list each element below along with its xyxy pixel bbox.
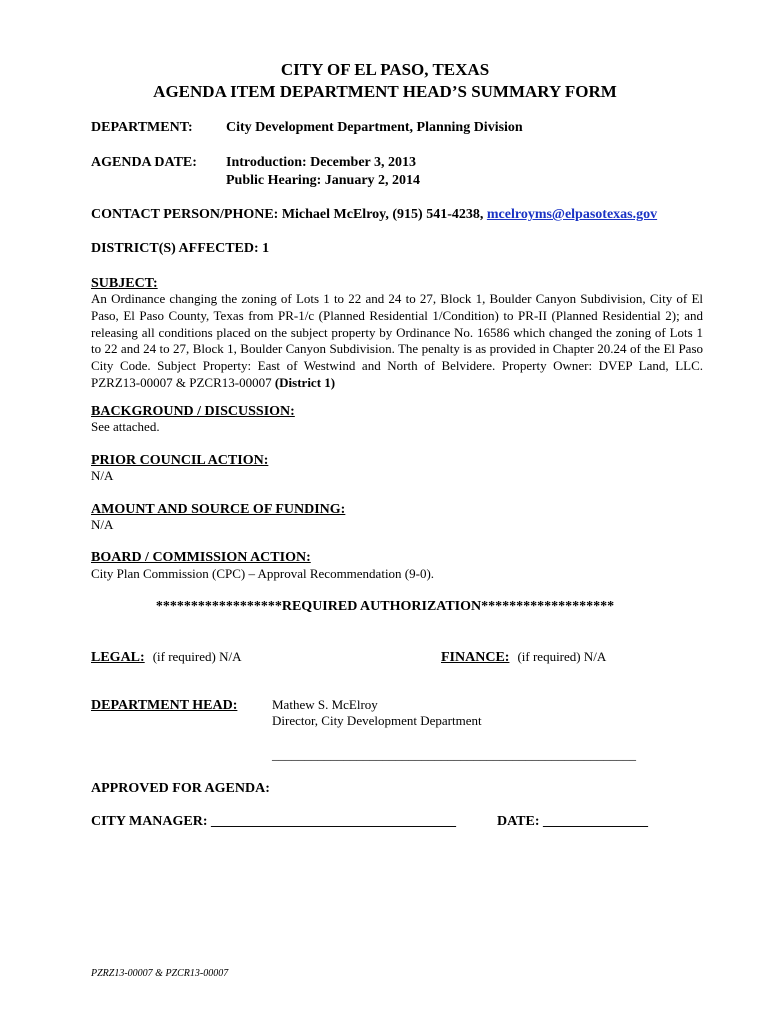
contact-label: CONTACT PERSON/PHONE: Michael McElroy, (915) 541-4238,: [91, 207, 484, 222]
city-manager-label: CITY MANAGER:: [91, 814, 208, 829]
funding-heading: AMOUNT AND SOURCE OF FUNDING:: [91, 502, 346, 517]
header-form-title: AGENDA ITEM DEPARTMENT HEAD’S SUMMARY FORM: [153, 82, 617, 101]
city-manager-row: [91, 813, 456, 830]
date-row: [497, 813, 648, 830]
board-action-body: City Plan Commission (CPC) – Approval Recommendation (9-0).: [91, 566, 435, 581]
subject-text: An Ordinance changing the zoning of Lots 1 to 22 and 24 to 27, Block 1, Boulder Canyon Subdivision, City of El Paso, El Paso County, Texas from PR-1/c (Planned Residential 1/Condition) to PR-II (Planned Residential 2); and releasing all conditions placed on the subject property by Ordinance No. 16586 which changed the zoning of Lots 1 to 22 and 24 to 27, Block 1, Boulder Canyon Subdivision. The penalty is as provided in Chapter 20.24 of the El Paso City Code. Subject Property: East of Westwind and North of Belvidere. Property Owner: DVEP Land, LLC. PZRZ13-00007 & PZCR13-00007: [91, 291, 703, 390]
contact-line: [91, 206, 657, 223]
department-label: DEPARTMENT:: [91, 120, 193, 135]
background-heading: BACKGROUND / DISCUSSION:: [91, 404, 295, 419]
date-signature-line: _______________: [543, 814, 649, 829]
agenda-date-introduction: Introduction: December 3, 2013: [226, 155, 417, 170]
finance-value: (if required) N/A: [517, 649, 607, 664]
header-city: CITY OF EL PASO, TEXAS: [280, 60, 490, 79]
agenda-date-label: AGENDA DATE:: [91, 155, 197, 170]
finance-row: [441, 648, 606, 666]
board-action-heading: BOARD / COMMISSION ACTION:: [91, 550, 311, 565]
legal-label: LEGAL:: [91, 650, 145, 665]
department-head-title: Director, City Development Department: [272, 713, 482, 728]
district-affected: DISTRICT(S) AFFECTED: 1: [91, 241, 270, 256]
subject-district-tag: (District 1): [274, 374, 336, 390]
finance-label: FINANCE:: [441, 650, 510, 665]
department-head-signature-line: ________________________________________________________: [272, 747, 636, 762]
agenda-date-public-hearing: Public Hearing: January 2, 2014: [226, 173, 421, 188]
subject-body: [91, 291, 703, 392]
city-manager-signature-line: ___________________________________: [211, 814, 457, 829]
contact-email-link[interactable]: mcelroyms@elpasotexas.gov: [486, 207, 658, 222]
footer-case-numbers: PZRZ13-00007 & PZCR13-00007: [91, 968, 229, 979]
department-value: City Development Department, Planning Division: [226, 120, 523, 135]
prior-action-body: N/A: [91, 468, 114, 483]
background-body: See attached.: [91, 419, 160, 434]
approved-for-agenda-label: APPROVED FOR AGENDA:: [91, 781, 270, 796]
prior-action-heading: PRIOR COUNCIL ACTION:: [91, 453, 269, 468]
subject-heading: SUBJECT:: [91, 276, 158, 291]
legal-row: [91, 648, 242, 666]
department-head-label: DEPARTMENT HEAD:: [91, 698, 238, 713]
legal-value: (if required) N/A: [152, 649, 242, 664]
required-authorization-banner: ******************REQUIRED AUTHORIZATION*******************: [155, 599, 615, 614]
date-label: DATE:: [497, 814, 540, 829]
funding-body: N/A: [91, 517, 114, 532]
department-head-name: Mathew S. McElroy: [272, 697, 378, 712]
